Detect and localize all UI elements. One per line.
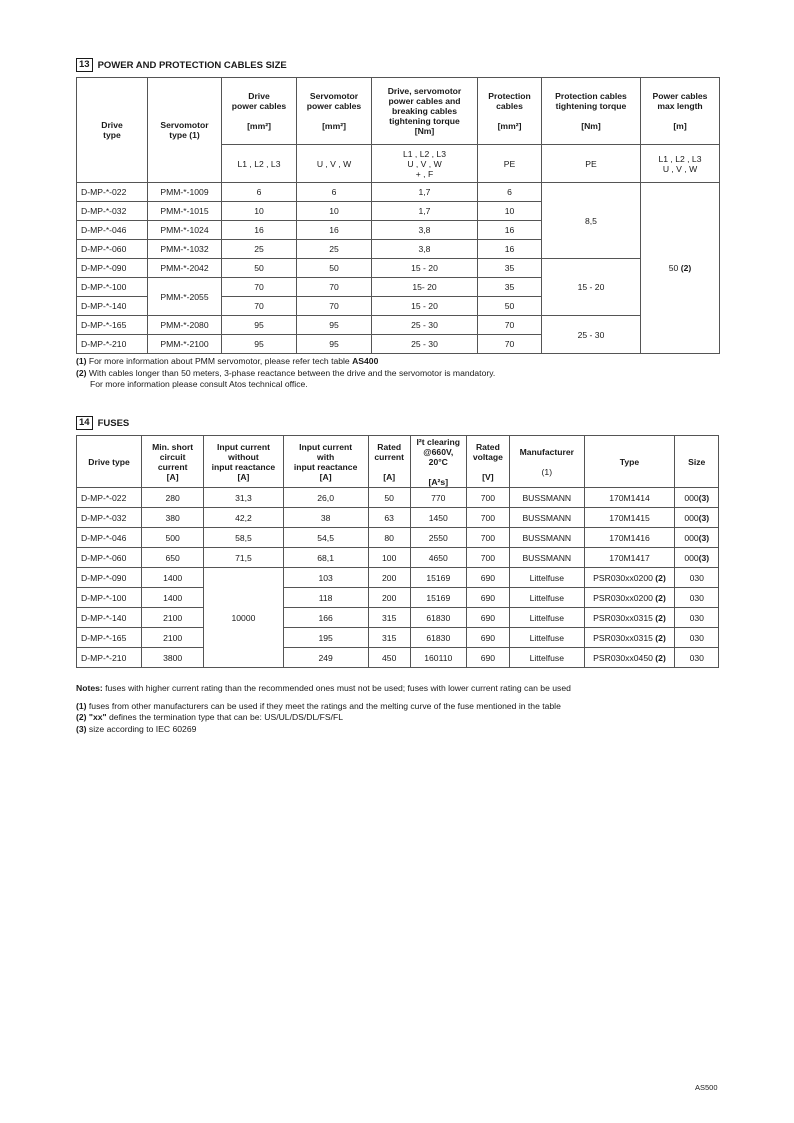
cell-min-short: 1400 bbox=[142, 568, 204, 588]
cell-rated-current: 315 bbox=[368, 628, 410, 648]
cell-min-short: 280 bbox=[142, 488, 204, 508]
cell-rated-voltage: 700 bbox=[466, 508, 509, 528]
cell-min-short: 380 bbox=[142, 508, 204, 528]
cell-protection: 10 bbox=[478, 202, 542, 221]
header-drive-power-cables: Drive power cables [mm²] bbox=[222, 78, 297, 145]
cell-rated-voltage: 690 bbox=[466, 608, 509, 628]
terminal-protection: PE bbox=[478, 145, 542, 183]
cell-type: 170M1417 bbox=[584, 548, 675, 568]
cell-servo: PMM-*-1024 bbox=[148, 221, 222, 240]
cell-servo-power: 10 bbox=[297, 202, 372, 221]
section-14-number: 14 bbox=[76, 416, 93, 430]
cell-input-with: 68,1 bbox=[283, 548, 368, 568]
header-drive-type: Drive type bbox=[77, 436, 142, 488]
cell-manufacturer: Littelfuse bbox=[510, 568, 584, 588]
cell-torque: 3,8 bbox=[372, 221, 478, 240]
cell-rated-current: 200 bbox=[368, 588, 410, 608]
cell-input-with: 103 bbox=[283, 568, 368, 588]
cell-servo-merged: PMM-*-2055 bbox=[148, 278, 222, 316]
cell-input-with: 38 bbox=[283, 508, 368, 528]
notes-line: Notes: fuses with higher current rating than the recommended ones must not be used; fuses with lower current rating can be used bbox=[76, 683, 571, 693]
section-14-heading bbox=[76, 416, 129, 430]
cell-rated-current: 63 bbox=[368, 508, 410, 528]
cell-rated-voltage: 690 bbox=[466, 648, 509, 668]
section-13-notes bbox=[76, 356, 495, 391]
cell-input-with: 54,5 bbox=[283, 528, 368, 548]
cell-i2t: 770 bbox=[410, 488, 466, 508]
cell-drive: D-MP-*-060 bbox=[77, 548, 142, 568]
cell-drive-power: 95 bbox=[222, 335, 297, 354]
header-protection-torque: Protection cables tightening torque [Nm] bbox=[542, 78, 641, 145]
header-size: Size bbox=[675, 436, 719, 488]
table-row bbox=[77, 648, 719, 668]
fuse-note-3: (3) size according to IEC 60269 bbox=[76, 723, 197, 734]
cell-input-with: 195 bbox=[283, 628, 368, 648]
cell-drive-power: 10 bbox=[222, 202, 297, 221]
cell-torque: 15 - 20 bbox=[372, 297, 478, 316]
cell-manufacturer: BUSSMANN bbox=[510, 548, 584, 568]
cell-drive: D-MP-*-046 bbox=[77, 528, 142, 548]
header-manufacturer: Manufacturer (1) bbox=[510, 436, 584, 488]
cell-protection: 70 bbox=[478, 335, 542, 354]
cell-size: 000(3) bbox=[675, 528, 719, 548]
cell-input-without: 31,3 bbox=[204, 488, 284, 508]
terminal-max-length: L1 , L2 , L3 U , V , W bbox=[641, 145, 720, 183]
cell-protection: 50 bbox=[478, 297, 542, 316]
cell-type: 170M1416 bbox=[584, 528, 675, 548]
cell-protection: 6 bbox=[478, 183, 542, 202]
cell-drive: D-MP-*-032 bbox=[77, 202, 148, 221]
cell-size: 030 bbox=[675, 648, 719, 668]
cell-servo-power: 25 bbox=[297, 240, 372, 259]
cell-drive: D-MP-*-060 bbox=[77, 240, 148, 259]
cell-rated-voltage: 700 bbox=[466, 548, 509, 568]
header-max-length: Power cables max length [m] bbox=[641, 78, 720, 145]
cell-torque: 3,8 bbox=[372, 240, 478, 259]
terminal-servo-power: U , V , W bbox=[297, 145, 372, 183]
cell-rated-current: 315 bbox=[368, 608, 410, 628]
header-rated-voltage: Rated voltage [V] bbox=[466, 436, 509, 488]
cell-input-without: 42,2 bbox=[204, 508, 284, 528]
cell-manufacturer: BUSSMANN bbox=[510, 528, 584, 548]
cell-size: 000(3) bbox=[675, 488, 719, 508]
cell-rated-current: 450 bbox=[368, 648, 410, 668]
table-row bbox=[77, 628, 719, 648]
cell-drive-power: 16 bbox=[222, 221, 297, 240]
terminal-prot-torque: PE bbox=[542, 145, 641, 183]
cell-drive: D-MP-*-165 bbox=[77, 628, 142, 648]
cell-type: PSR030xx0450 (2) bbox=[584, 648, 675, 668]
cell-drive: D-MP-*-140 bbox=[77, 297, 148, 316]
terminal-torque: L1 , L2 , L3 U , V , W + , F bbox=[372, 145, 478, 183]
table-row bbox=[77, 508, 719, 528]
cell-protection: 35 bbox=[478, 278, 542, 297]
table-row bbox=[77, 316, 720, 335]
cell-rated-current: 80 bbox=[368, 528, 410, 548]
cell-drive: D-MP-*-210 bbox=[77, 648, 142, 668]
cell-servo: PMM-*-1032 bbox=[148, 240, 222, 259]
cell-servo-power: 70 bbox=[297, 297, 372, 316]
cell-servo: PMM-*-2100 bbox=[148, 335, 222, 354]
header-rated-current: Rated current [A] bbox=[368, 436, 410, 488]
cell-type: PSR030xx0200 (2) bbox=[584, 588, 675, 608]
cell-protection: 70 bbox=[478, 316, 542, 335]
cell-prot-torque-c: 25 - 30 bbox=[542, 316, 641, 354]
cell-drive-power: 70 bbox=[222, 278, 297, 297]
cell-min-short: 3800 bbox=[142, 648, 204, 668]
cell-protection: 16 bbox=[478, 240, 542, 259]
header-input-with: Input current with input reactance [A] bbox=[283, 436, 368, 488]
header-min-short-circuit: Min. short circuit current [A] bbox=[142, 436, 204, 488]
header-input-without: Input current without input reactance [A] bbox=[204, 436, 284, 488]
table-row bbox=[77, 568, 719, 588]
terminal-drive-power: L1 , L2 , L3 bbox=[222, 145, 297, 183]
cell-prot-torque-b: 15 - 20 bbox=[542, 259, 641, 316]
cell-servo-power: 16 bbox=[297, 221, 372, 240]
cell-drive-power: 50 bbox=[222, 259, 297, 278]
cell-type: PSR030xx0315 (2) bbox=[584, 608, 675, 628]
cell-type: 170M1414 bbox=[584, 488, 675, 508]
fuses-table bbox=[76, 435, 719, 668]
cell-torque: 1,7 bbox=[372, 183, 478, 202]
cell-servo-power: 70 bbox=[297, 278, 372, 297]
cell-rated-current: 100 bbox=[368, 548, 410, 568]
cell-i2t: 4650 bbox=[410, 548, 466, 568]
header-i2t-clearing: I²t clearing @660V, 20°C [A²s] bbox=[410, 436, 466, 488]
cell-drive: D-MP-*-022 bbox=[77, 488, 142, 508]
cell-min-short: 1400 bbox=[142, 588, 204, 608]
cell-i2t: 2550 bbox=[410, 528, 466, 548]
cell-input-with: 249 bbox=[283, 648, 368, 668]
cell-max-length: 50 (2) bbox=[641, 183, 720, 354]
cell-i2t: 61830 bbox=[410, 628, 466, 648]
cell-protection: 35 bbox=[478, 259, 542, 278]
cell-manufacturer: Littelfuse bbox=[510, 648, 584, 668]
section-13-number: 13 bbox=[76, 58, 93, 72]
fuse-note-2: (2) "xx" defines the termination type that can be: US/UL/DS/DL/FS/FL bbox=[76, 712, 344, 722]
cell-rated-voltage: 690 bbox=[466, 628, 509, 648]
cell-servo: PMM-*-1009 bbox=[148, 183, 222, 202]
cell-drive: D-MP-*-100 bbox=[77, 588, 142, 608]
cell-input-with: 118 bbox=[283, 588, 368, 608]
note-2: (2) With cables longer than 50 meters, 3-phase reactance between the drive and the servomotor is mandatory. bbox=[76, 367, 496, 378]
cell-drive: D-MP-*-165 bbox=[77, 316, 148, 335]
cell-input-without-merged: 10000 bbox=[204, 568, 284, 668]
cell-rated-voltage: 690 bbox=[466, 568, 509, 588]
cell-rated-current: 200 bbox=[368, 568, 410, 588]
cell-min-short: 650 bbox=[142, 548, 204, 568]
cell-manufacturer: Littelfuse bbox=[510, 628, 584, 648]
section-14-title: FUSES bbox=[97, 417, 130, 429]
cell-servo-power: 50 bbox=[297, 259, 372, 278]
cell-torque: 15- 20 bbox=[372, 278, 478, 297]
cell-manufacturer: Littelfuse bbox=[510, 608, 584, 628]
table-row bbox=[77, 608, 719, 628]
cell-size: 030 bbox=[675, 588, 719, 608]
note-1: (1) For more information about PMM servomotor, please refer tech table AS400 bbox=[76, 356, 379, 366]
cell-i2t: 15169 bbox=[410, 588, 466, 608]
cell-input-with: 26,0 bbox=[283, 488, 368, 508]
header-servomotor-type: Servomotor type (1) bbox=[148, 78, 222, 183]
cell-i2t: 15169 bbox=[410, 568, 466, 588]
cell-servo-power: 95 bbox=[297, 316, 372, 335]
note-2-line-2: For more information please consult Atos technical office. bbox=[90, 379, 308, 389]
footer-code: AS500 bbox=[695, 1083, 718, 1092]
cell-input-without: 58,5 bbox=[204, 528, 284, 548]
cell-input-with: 166 bbox=[283, 608, 368, 628]
cell-protection: 16 bbox=[478, 221, 542, 240]
cell-rated-voltage: 690 bbox=[466, 588, 509, 608]
cell-drive-power: 95 bbox=[222, 316, 297, 335]
cell-min-short: 500 bbox=[142, 528, 204, 548]
cell-size: 030 bbox=[675, 608, 719, 628]
header-type: Type bbox=[584, 436, 675, 488]
header-protection-cables: Protection cables [mm²] bbox=[478, 78, 542, 145]
cell-drive: D-MP-*-090 bbox=[77, 568, 142, 588]
cell-manufacturer: BUSSMANN bbox=[510, 508, 584, 528]
cell-i2t: 61830 bbox=[410, 608, 466, 628]
cell-size: 030 bbox=[675, 628, 719, 648]
cell-i2t: 1450 bbox=[410, 508, 466, 528]
cell-type: 170M1415 bbox=[584, 508, 675, 528]
cell-drive-power: 6 bbox=[222, 183, 297, 202]
table-row bbox=[77, 588, 719, 608]
cell-servo: PMM-*-2080 bbox=[148, 316, 222, 335]
table-row bbox=[77, 259, 720, 278]
cell-manufacturer: BUSSMANN bbox=[510, 488, 584, 508]
header-servomotor-power-cables: Servomotor power cables [mm²] bbox=[297, 78, 372, 145]
cell-drive-power: 70 bbox=[222, 297, 297, 316]
section-13-heading bbox=[76, 58, 287, 72]
cell-drive: D-MP-*-140 bbox=[77, 608, 142, 628]
cables-table bbox=[76, 77, 720, 354]
table-row bbox=[77, 183, 720, 202]
cell-rated-voltage: 700 bbox=[466, 488, 509, 508]
cell-torque: 1,7 bbox=[372, 202, 478, 221]
section-13-title: POWER AND PROTECTION CABLES SIZE bbox=[97, 59, 287, 71]
cell-drive: D-MP-*-032 bbox=[77, 508, 142, 528]
cell-servo-power: 95 bbox=[297, 335, 372, 354]
cell-drive-power: 25 bbox=[222, 240, 297, 259]
cell-torque: 25 - 30 bbox=[372, 316, 478, 335]
cell-drive: D-MP-*-046 bbox=[77, 221, 148, 240]
fuse-note-1: (1) fuses from other manufacturers can be used if they meet the ratings and the melting curve of the fuse mentioned in the table bbox=[76, 700, 561, 711]
cell-input-without: 71,5 bbox=[204, 548, 284, 568]
cell-size: 000(3) bbox=[675, 508, 719, 528]
cell-drive: D-MP-*-210 bbox=[77, 335, 148, 354]
cell-drive: D-MP-*-090 bbox=[77, 259, 148, 278]
table-row bbox=[77, 488, 719, 508]
cell-min-short: 2100 bbox=[142, 628, 204, 648]
cell-min-short: 2100 bbox=[142, 608, 204, 628]
cell-drive: D-MP-*-100 bbox=[77, 278, 148, 297]
table-row bbox=[77, 548, 719, 568]
cell-servo: PMM-*-1015 bbox=[148, 202, 222, 221]
header-drive-type: Drive type bbox=[77, 78, 148, 183]
cell-size: 030 bbox=[675, 568, 719, 588]
header-tightening-torque: Drive, servomotor power cables and breaking cables tightening torque [Nm] bbox=[372, 78, 478, 145]
cell-type: PSR030xx0200 (2) bbox=[584, 568, 675, 588]
cell-rated-voltage: 700 bbox=[466, 528, 509, 548]
cell-i2t: 160110 bbox=[410, 648, 466, 668]
cell-torque: 15 - 20 bbox=[372, 259, 478, 278]
cell-torque: 25 - 30 bbox=[372, 335, 478, 354]
cell-manufacturer: Littelfuse bbox=[510, 588, 584, 608]
cell-rated-current: 50 bbox=[368, 488, 410, 508]
section-14-notes bbox=[76, 683, 571, 735]
cell-drive: D-MP-*-022 bbox=[77, 183, 148, 202]
cell-size: 000(3) bbox=[675, 548, 719, 568]
cell-servo: PMM-*-2042 bbox=[148, 259, 222, 278]
cell-type: PSR030xx0315 (2) bbox=[584, 628, 675, 648]
cell-prot-torque-a: 8,5 bbox=[542, 183, 641, 259]
table-row bbox=[77, 528, 719, 548]
cell-servo-power: 6 bbox=[297, 183, 372, 202]
